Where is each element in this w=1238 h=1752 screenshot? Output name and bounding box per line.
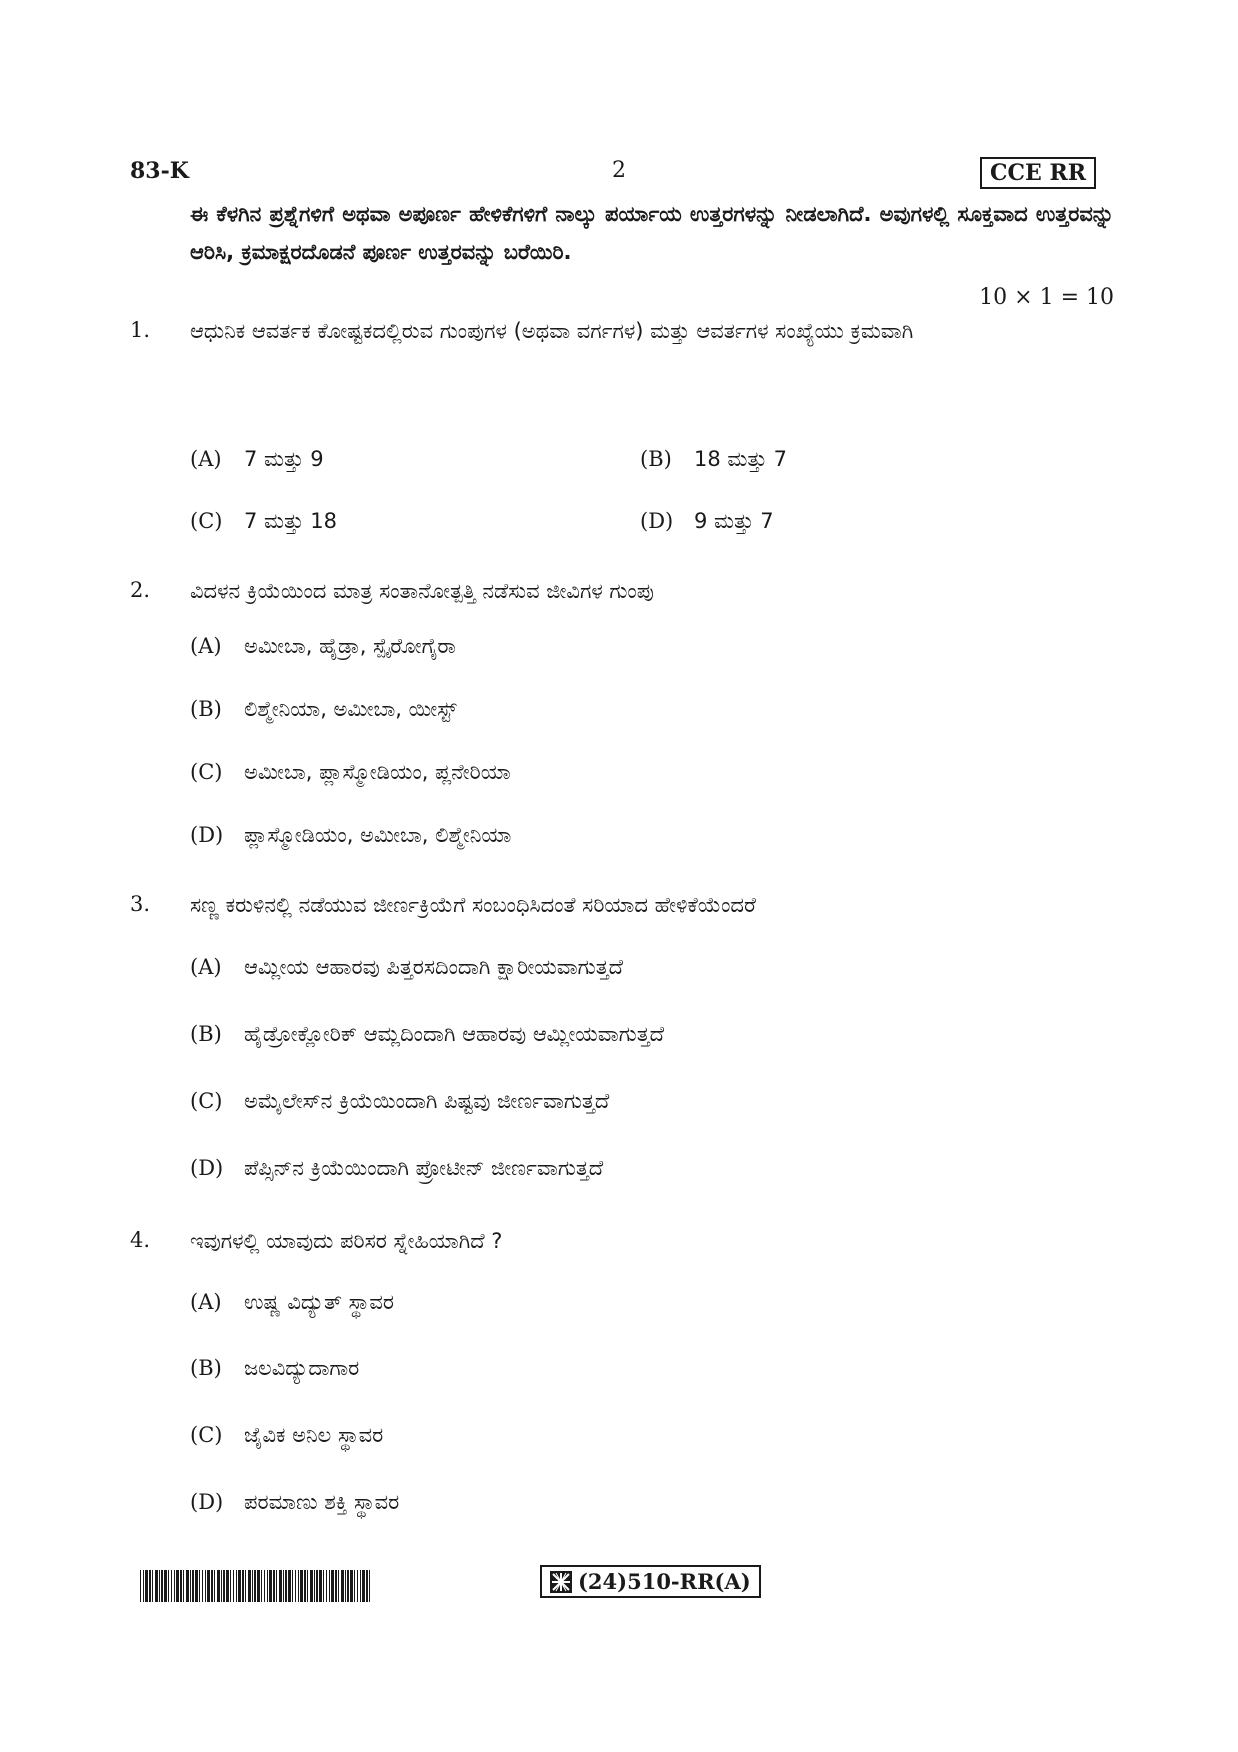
- option-text: ಆಮ್ಲೀಯ ಆಹಾರವು ಪಿತ್ತರಸದಿಂದಾಗಿ ಕ್ಷಾರೀಯವಾಗುತ್ತದೆ: [244, 955, 624, 979]
- barcode-bar: [276, 1570, 277, 1602]
- barcode-bar: [307, 1570, 308, 1602]
- instructions: ಈ ಕೆಳಗಿನ ಪ್ರಶ್ನೆಗಳಿಗೆ ಅಥವಾ ಅಪೂರ್ಣ ಹೇಳಿಕೆಗಳಿಗೆ ನಾಲ್ಕು ಪರ್ಯಾಯ ಉತ್ತರಗಳನ್ನು ನೀಡಲಾಗಿದೆ. ಅವುಗಳಲ್ಲಿ ಸೂಕ್ತವಾದ ಉತ್ತರವನ್ನು ಆರಿಸಿ, ಕ್ರಮಾಕ್ಷರದೊಡನೆ ಪೂರ್ಣ ಉತ್ತರವನ್ನು ಬರೆಯಿರಿ.: [190, 202, 1114, 264]
- option-label: (C): [190, 509, 223, 533]
- paper-code: 83-K: [130, 158, 189, 184]
- question-paper-code: (24)510-RR(A): [578, 1569, 751, 1594]
- barcode-bar: [171, 1570, 172, 1602]
- option-text: ಜಲವಿದ್ಯುದಾಗಾರ: [244, 1356, 360, 1380]
- barcode-bar: [314, 1570, 315, 1602]
- option-label: (A): [190, 955, 222, 979]
- barcode-bar: [350, 1570, 353, 1602]
- barcode-bar: [236, 1570, 237, 1602]
- question-2: [130, 572, 1114, 612]
- option-3b: [190, 1022, 664, 1047]
- barcode-bar: [310, 1570, 313, 1602]
- question-3: [130, 886, 1114, 926]
- option-3c: [190, 1089, 609, 1114]
- option-label: (A): [190, 447, 222, 471]
- option-2d: [190, 823, 511, 848]
- barcode-bar: [338, 1570, 339, 1602]
- option-text: ಅಮೀಬಾ, ಪ್ಲಾಸ್ಮೋಡಿಯಂ, ಪ್ಲನೇರಿಯಾ: [244, 760, 511, 784]
- barcode-bar: [223, 1570, 225, 1602]
- option-label: (B): [640, 447, 672, 471]
- option-label: (C): [190, 1089, 223, 1113]
- barcode-bar: [152, 1570, 153, 1602]
- barcode-bar: [199, 1570, 200, 1602]
- barcode-bar: [180, 1570, 182, 1602]
- barcode-bar: [252, 1570, 253, 1602]
- barcode-bar: [326, 1570, 327, 1602]
- question-text: ವಿದಳನ ಕ್ರಿಯೆಯಿಂದ ಮಾತ್ರ ಸಂತಾನೋತ್ಪತ್ತಿ ನಡೆಸುವ ಜೀವಿಗಳ ಗುಂಪು: [190, 579, 654, 603]
- barcode-bar: [335, 1570, 337, 1602]
- option-label: (A): [190, 634, 222, 658]
- barcode-bar: [345, 1570, 346, 1602]
- barcode-bar: [288, 1570, 291, 1602]
- option-text: ಉಷ್ಣ ವಿದ್ಯುತ್ ಸ್ಥಾವರ: [244, 1290, 394, 1314]
- barcode-bar: [369, 1570, 370, 1602]
- option-label: (A): [190, 1290, 222, 1314]
- barcode-bar: [161, 1570, 163, 1602]
- option-label: (D): [190, 1490, 224, 1514]
- option-1d: [640, 509, 774, 534]
- option-label: (D): [190, 1156, 224, 1180]
- barcode-bar: [360, 1570, 361, 1602]
- barcode-bar: [292, 1570, 293, 1602]
- barcode-bar: [366, 1570, 368, 1602]
- barcode-bar: [168, 1570, 169, 1602]
- barcode-bar: [217, 1570, 220, 1602]
- barcode-bar: [205, 1570, 206, 1602]
- barcode-bar: [183, 1570, 184, 1602]
- barcode-bar: [341, 1570, 344, 1602]
- option-4b: [190, 1356, 359, 1381]
- barcode-bar: [300, 1570, 303, 1602]
- option-text: ಪರಮಾಣು ಶಕ್ತಿ ಸ್ಥಾವರ: [244, 1490, 400, 1514]
- barcode-bar: [285, 1570, 287, 1602]
- option-label: (B): [190, 1022, 222, 1046]
- barcode-bar: [298, 1570, 299, 1602]
- question-number: 4.: [130, 1228, 151, 1252]
- option-text: ಅಮೀಬಾ, ಹೈಡ್ರಾ, ಸ್ಪೈರೋಗೈರಾ: [244, 634, 456, 658]
- barcode-bar: [221, 1570, 222, 1602]
- barcode-bar: [323, 1570, 324, 1602]
- barcode-bar: [347, 1570, 349, 1602]
- barcode-bar: [362, 1570, 365, 1602]
- option-1b: [640, 447, 787, 472]
- barcode-bar: [279, 1570, 282, 1602]
- barcode-bar: [214, 1570, 215, 1602]
- barcode-bar: [269, 1570, 272, 1602]
- option-text: 18 ಮತ್ತು 7: [694, 447, 787, 471]
- option-label: (B): [190, 697, 222, 721]
- option-text: ಲಿಶ್ಮೇನಿಯಾ, ಅಮೀಬಾ, ಯೀಸ್ಟ್: [244, 697, 457, 721]
- barcode-bar: [159, 1570, 160, 1602]
- option-label: (D): [640, 509, 674, 533]
- checkered-flag-icon: [550, 1571, 572, 1593]
- question-number: 2.: [130, 578, 151, 602]
- option-3a: [190, 955, 623, 980]
- barcode-bar: [238, 1570, 241, 1602]
- barcode-bar: [283, 1570, 284, 1602]
- option-text: 7 ಮತ್ತು 9: [244, 447, 324, 471]
- footer-code-box: [540, 1565, 761, 1598]
- question-number: 3.: [130, 892, 151, 916]
- barcode-bar: [273, 1570, 275, 1602]
- barcode-bar: [261, 1570, 262, 1602]
- option-label: (D): [190, 823, 224, 847]
- series-code-box: CCE RR: [980, 157, 1096, 189]
- question-4: [130, 1222, 1114, 1262]
- barcode-bar: [174, 1570, 175, 1602]
- barcode-bar: [195, 1570, 198, 1602]
- barcode-bar: [354, 1570, 355, 1602]
- barcode-bar: [230, 1570, 231, 1602]
- barcode-bar: [254, 1570, 256, 1602]
- option-label: (C): [190, 1423, 223, 1447]
- option-2a: [190, 634, 456, 659]
- barcode-bar: [176, 1570, 179, 1602]
- barcode-bar: [331, 1570, 334, 1602]
- option-4a: [190, 1290, 394, 1315]
- option-text: ಹೈಡ್ರೋಕ್ಲೋರಿಕ್ ಆಮ್ಲದಿಂದಾಗಿ ಆಹಾರವು ಆಮ್ಲೀಯವಾಗುತ್ತದೆ: [244, 1022, 665, 1046]
- question-text: ಆಧುನಿಕ ಆವರ್ತಕ ಕೋಷ್ಟಕದಲ್ಲಿರುವ ಗುಂಪುಗಳ (ಅಥವಾ ವರ್ಗಗಳ) ಮತ್ತು ಆವರ್ತಗಳ ಸಂಖ್ಯೆಯು ಕ್ರಮವಾಗಿ: [190, 319, 914, 343]
- barcode-bar: [207, 1570, 210, 1602]
- barcode-bar: [226, 1570, 229, 1602]
- barcode-bar: [329, 1570, 330, 1602]
- barcode-bar: [357, 1570, 358, 1602]
- barcode-bar: [164, 1570, 167, 1602]
- page-number: 2: [612, 158, 626, 183]
- option-text: ಪೆಪ್ಸಿನ್‌ನ ಕ್ರಿಯೆಯಿಂದಾಗಿ ಪ್ರೋಟೀನ್ ಜೀರ್ಣವಾಗುತ್ತದೆ: [244, 1156, 604, 1180]
- option-1a: [190, 447, 324, 472]
- barcode-bar: [186, 1570, 189, 1602]
- question-text: ಸಣ್ಣ ಕರುಳಿನಲ್ಲಿ ನಡೆಯುವ ಜೀರ್ಣಕ್ರಿಯೆಗೆ ಸಂಬಂಧಿಸಿದಂತೆ ಸರಿಯಾದ ಹೇಳಿಕೆಯೆಂದರೆ: [190, 893, 756, 917]
- barcode-bar: [155, 1570, 158, 1602]
- barcode-bar: [304, 1570, 306, 1602]
- barcode-bar: [319, 1570, 322, 1602]
- option-text: ಅಮೈಲೇಸ್‌ನ ಕ್ರಿಯೆಯಿಂದಾಗಿ ಪಿಷ್ಟವು ಜೀರ್ಣವಾಗುತ್ತದೆ: [244, 1089, 610, 1113]
- barcode-bar: [257, 1570, 260, 1602]
- option-text: ಜೈವಿಕ ಅನಿಲ ಸ್ಥಾವರ: [244, 1423, 384, 1447]
- option-3d: [190, 1156, 603, 1181]
- barcode-bar: [295, 1570, 296, 1602]
- barcode-bar: [264, 1570, 265, 1602]
- option-text: 9 ಮತ್ತು 7: [694, 509, 774, 533]
- barcode-bar: [192, 1570, 194, 1602]
- question-number: 1.: [130, 318, 151, 342]
- barcode-bar: [140, 1570, 141, 1602]
- option-4c: [190, 1423, 383, 1448]
- barcode-bar: [242, 1570, 244, 1602]
- option-text: 7 ಮತ್ತು 18: [244, 509, 337, 533]
- barcode-bar: [145, 1570, 148, 1602]
- option-label: (B): [190, 1356, 222, 1380]
- barcode-bar: [211, 1570, 213, 1602]
- barcode-bar: [202, 1570, 203, 1602]
- barcode-bar: [248, 1570, 251, 1602]
- barcode-bar: [316, 1570, 318, 1602]
- option-1c: [190, 509, 337, 534]
- barcode: [140, 1570, 372, 1602]
- barcode-bar: [233, 1570, 234, 1602]
- marks-allocation: 10 × 1 = 10: [979, 285, 1114, 310]
- barcode-bar: [267, 1570, 268, 1602]
- barcode-bar: [190, 1570, 191, 1602]
- option-2c: [190, 760, 511, 785]
- option-text: ಪ್ಲಾಸ್ಮೋಡಿಯಂ, ಅಮೀಬಾ, ಲಿಶ್ಮೇನಿಯಾ: [244, 823, 512, 847]
- option-4d: [190, 1490, 399, 1515]
- option-label: (C): [190, 760, 223, 784]
- barcode-bar: [143, 1570, 144, 1602]
- question-text: ಇವುಗಳಲ್ಲಿ ಯಾವುದು ಪರಿಸರ ಸ್ನೇಹಿಯಾಗಿದೆ ?: [190, 1229, 503, 1253]
- barcode-bar: [149, 1570, 151, 1602]
- option-2b: [190, 697, 457, 722]
- barcode-bar: [245, 1570, 246, 1602]
